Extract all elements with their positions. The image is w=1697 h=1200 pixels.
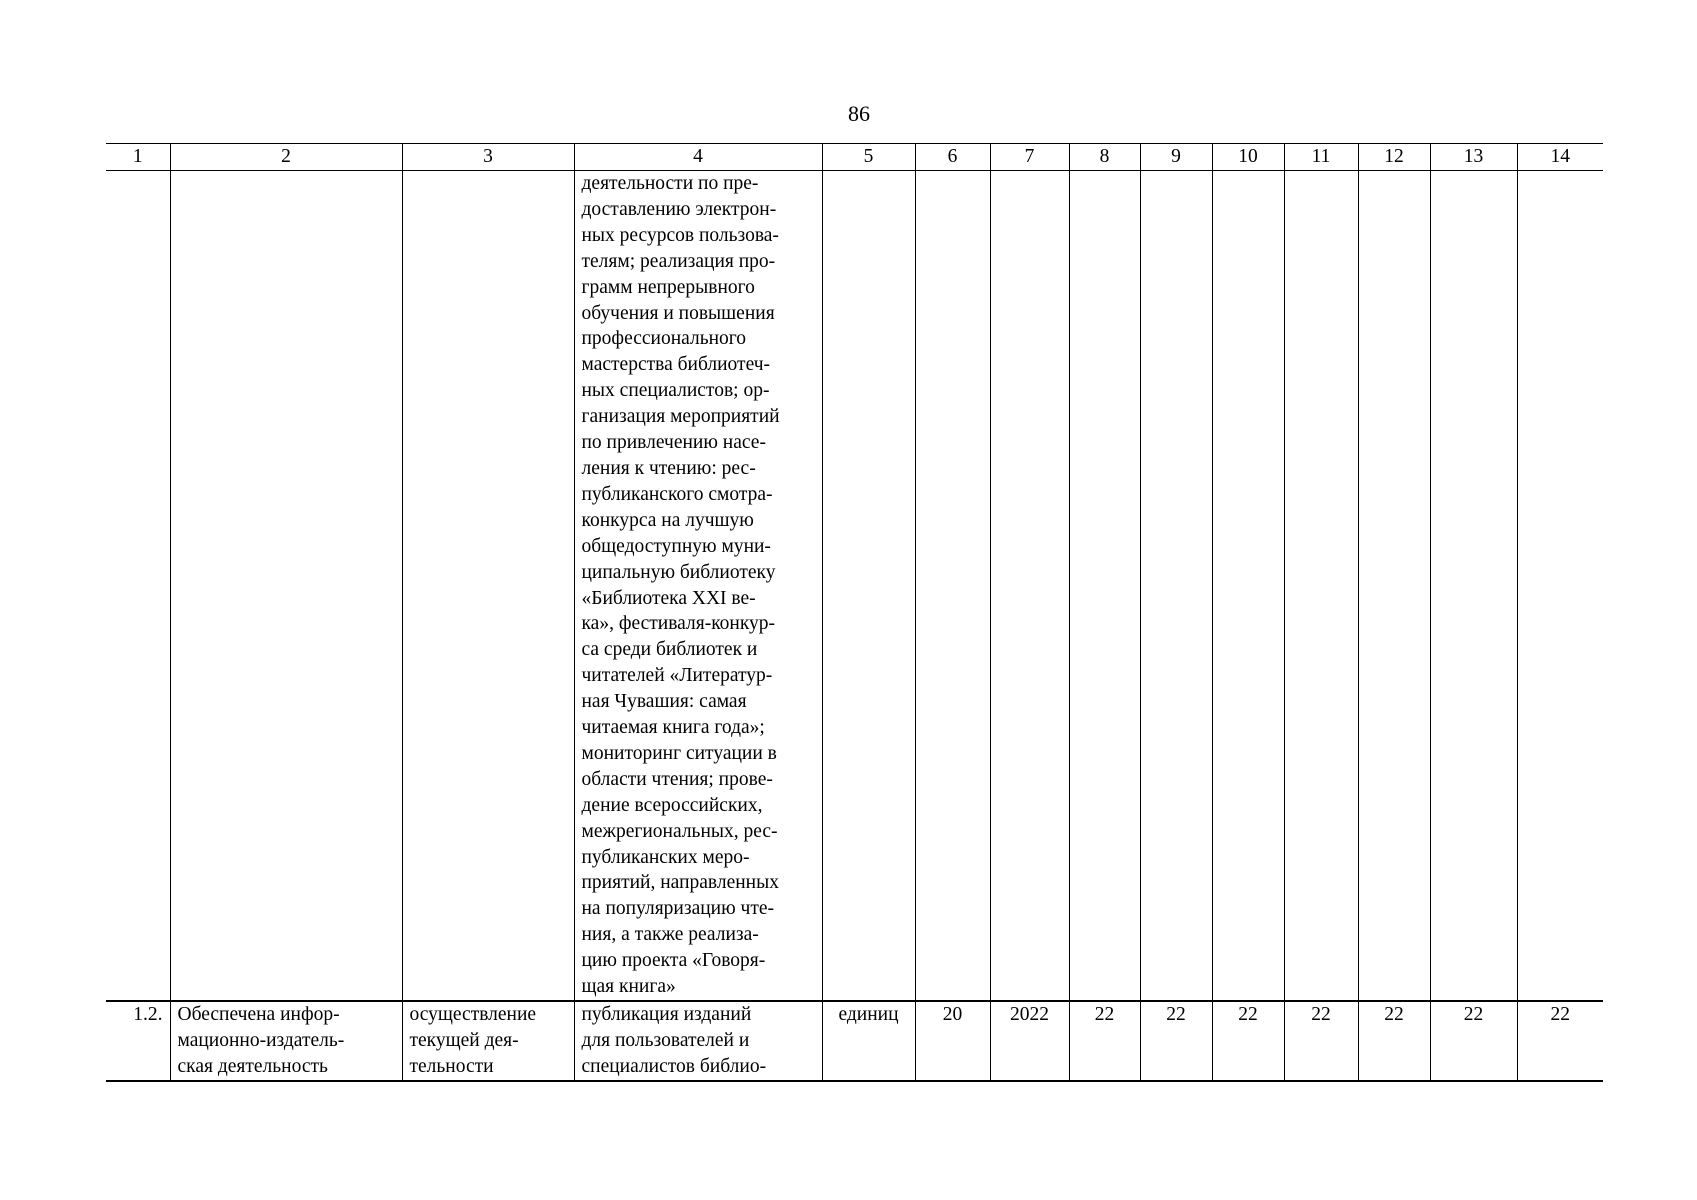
text-line: обучения и повышения: [581, 302, 775, 324]
row-number-cell: 1.2.: [106, 1001, 170, 1081]
page-number: 86: [848, 101, 870, 126]
column-header: 8: [1069, 144, 1140, 171]
year-cell: 2022: [990, 1001, 1069, 1081]
measure-description-cell: [574, 171, 822, 1002]
text-line: ка», фестиваля-конкур-: [581, 613, 776, 635]
text-line: на популяризацию чте-: [581, 898, 775, 920]
value-cell-12: 22: [1358, 1001, 1430, 1081]
table-cell: [1069, 171, 1140, 1002]
table-cell: [170, 171, 402, 1002]
text-line: тельности: [409, 1055, 494, 1077]
text-line: для пользователей и: [581, 1029, 750, 1051]
column-header: 1: [106, 144, 170, 171]
text-line: приятий, направленных: [581, 872, 779, 894]
text-line: по привлечению насе-: [581, 432, 766, 454]
column-header: 3: [402, 144, 574, 171]
text-line: ных ресурсов пользова-: [581, 224, 779, 246]
activity-cell: [402, 1001, 574, 1081]
text-line: мастерства библиотеч-: [581, 354, 771, 376]
column-header: 2: [170, 144, 402, 171]
table-cell: [1358, 171, 1430, 1002]
table-cell: [822, 171, 915, 1002]
text-line: са среди библиотек и: [581, 639, 758, 661]
text-line: ния, а также реализа-: [581, 924, 759, 946]
text-line: ных специалистов; ор-: [581, 380, 770, 402]
text-line: «Библиотека XXI ве-: [581, 587, 756, 609]
text-line: публикация изданий: [581, 1004, 752, 1025]
column-header: 7: [990, 144, 1069, 171]
text-line: цию проекта «Говоря-: [581, 950, 766, 972]
text-line: Обеспечена инфор-: [177, 1004, 340, 1025]
text-line: грамм непрерывного: [581, 276, 755, 298]
text-line: ская деятельность: [177, 1055, 328, 1077]
text-line: текущей дея-: [409, 1029, 519, 1051]
text-line: профессионального: [581, 328, 747, 350]
table-cell: [1140, 171, 1212, 1002]
goal-cell: [170, 1001, 402, 1081]
text-line: общедоступную муни-: [581, 535, 771, 557]
table-cell: [106, 171, 170, 1002]
table-cell: [1430, 171, 1517, 1002]
column-header: 10: [1212, 144, 1284, 171]
table-cell: [1284, 171, 1358, 1002]
column-header: 13: [1430, 144, 1517, 171]
text-line: дение всероссийских,: [581, 794, 763, 816]
text-line: деятельности по пре-: [581, 173, 759, 194]
table-row-1-2: [106, 1001, 1603, 1081]
table-cell: [990, 171, 1069, 1002]
value-cell-13: 22: [1430, 1001, 1517, 1081]
text-line: мониторинг ситуации в: [581, 742, 777, 764]
text-line: щая книга»: [581, 976, 676, 998]
column-header: 5: [822, 144, 915, 171]
value-cell-6: 20: [915, 1001, 990, 1081]
indicators-table: [106, 143, 1603, 1082]
text-line: доставлению электрон-: [581, 198, 777, 220]
text-line: ления к чтению: рес-: [581, 457, 756, 479]
column-header: 4: [574, 144, 822, 171]
text-line: конкурса на лучшую: [581, 509, 754, 531]
table-cell: [915, 171, 990, 1002]
measure-description-cell: [574, 1001, 822, 1081]
text-line: ганизация мероприятий: [581, 406, 780, 428]
column-header: 9: [1140, 144, 1212, 171]
text-line: области чтения; прове-: [581, 768, 773, 790]
value-cell-14: 22: [1517, 1001, 1603, 1081]
text-line: мационно-издатель-: [177, 1029, 345, 1051]
column-number-row: [106, 144, 1603, 171]
value-cell-11: 22: [1284, 1001, 1358, 1081]
unit-cell: единиц: [822, 1001, 915, 1081]
column-header: 12: [1358, 144, 1430, 171]
value-cell-10: 22: [1212, 1001, 1284, 1081]
text-line: ная Чувашия: самая: [581, 691, 747, 713]
column-header: 11: [1284, 144, 1358, 171]
column-header: 6: [915, 144, 990, 171]
value-cell-8: 22: [1069, 1001, 1140, 1081]
text-line: ципальную библиотеку: [581, 561, 776, 583]
table-row-continuation: [106, 171, 1603, 1002]
text-line: публиканских меро-: [581, 846, 750, 868]
text-line: межрегиональных, рес-: [581, 820, 778, 842]
text-line: телям; реализация про-: [581, 250, 776, 272]
table-cell: [402, 171, 574, 1002]
value-cell-9: 22: [1140, 1001, 1212, 1081]
text-line: читаемая книга года»;: [581, 717, 765, 739]
text-line: публиканского смотра-: [581, 483, 773, 505]
column-header: 14: [1517, 144, 1603, 171]
table-cell: [1212, 171, 1284, 1002]
text-line: осуществление: [409, 1004, 537, 1025]
text-line: специалистов библио-: [581, 1055, 767, 1077]
text-line: читателей «Литератур-: [581, 665, 773, 687]
table-cell: [1517, 171, 1603, 1002]
